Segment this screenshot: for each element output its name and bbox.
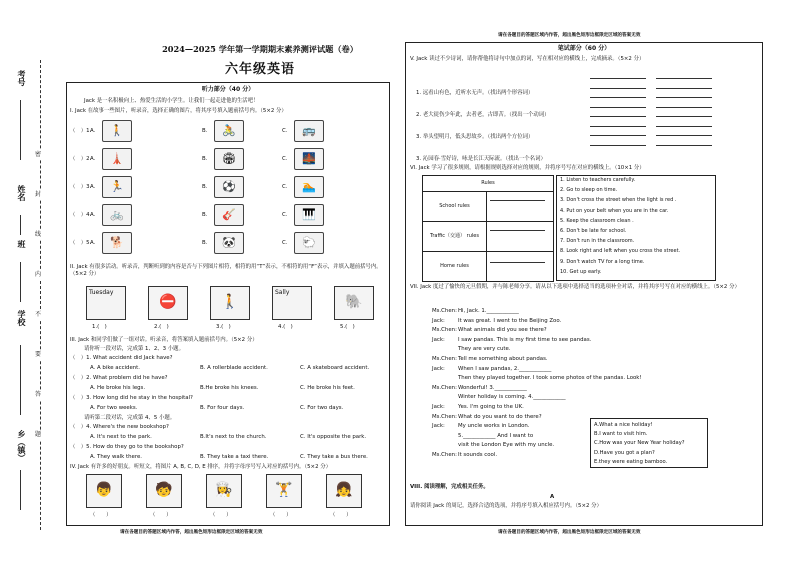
rule-item: 7. Don't run in the classroom. <box>560 238 635 245</box>
q1-option-picture[interactable]: 🐼 <box>214 232 244 254</box>
rules-answer-cell[interactable] <box>487 252 554 282</box>
q3-question: （ ）1. What accident did Jack have? <box>70 355 173 361</box>
q2-picture: Sally <box>272 286 312 320</box>
q1-option-picture[interactable]: 🐑 <box>294 232 324 254</box>
q3-option-c[interactable]: C. For two days. <box>300 405 344 411</box>
answer-line[interactable] <box>590 135 646 136</box>
seal-char: 不 <box>35 311 42 318</box>
q1-option-letter: A. <box>90 212 96 218</box>
answer-line[interactable] <box>656 126 712 127</box>
seal-char: 线 <box>35 231 42 238</box>
dialogue-options <box>590 418 708 468</box>
rules-table <box>422 175 554 282</box>
q1-option-letter: B. <box>202 240 208 246</box>
q8-instruction: VIII. 阅读理解，完成相关任务。 <box>410 484 489 490</box>
rules-row-label: School rules <box>423 192 487 222</box>
answer-line[interactable] <box>656 145 712 146</box>
q1-option-letter: A. <box>90 240 96 246</box>
q2-picture: ⛔ <box>148 286 188 320</box>
q3-option-b[interactable]: B.It's next to the church. <box>200 434 267 440</box>
q1-question-number: （ ）5. <box>70 240 92 246</box>
dialogue-speaker: Jack: <box>432 336 445 343</box>
q4-picture: 🧒 <box>146 474 182 508</box>
seal-char: 答 <box>35 391 42 398</box>
q1-option-picture[interactable]: 🏃 <box>102 176 132 198</box>
answer-line[interactable] <box>590 88 646 89</box>
dialogue-speaker: Jack: <box>432 365 445 372</box>
seal-dashed-line <box>40 60 41 530</box>
q2-picture: 🐘 <box>334 286 374 320</box>
answer-line[interactable] <box>490 262 545 263</box>
rule-item: 3. Don't cross the street when the light is red . <box>560 197 677 204</box>
margin-line <box>20 215 21 235</box>
margin-line <box>20 262 21 302</box>
q1-option-letter: B. <box>202 128 208 134</box>
q5-item: 2. 老大徒伤少年此，去者老，古即苦。（找出一个动词） <box>416 112 550 118</box>
rule-item: 8. Look right and left when you cross the street. <box>560 248 681 255</box>
seal-char: 内 <box>35 271 42 278</box>
dialogue-line: When I saw pandas, 2.____________ <box>458 365 552 372</box>
q2-answer-bracket[interactable]: 1.( ) <box>92 324 107 330</box>
q2-answer-bracket[interactable]: 2.( ) <box>154 324 169 330</box>
dialogue-line: Tell me something about pandas. <box>458 356 548 362</box>
dialogue-line: Hi, Jack. 1.____________ <box>458 308 519 314</box>
q1-question-number: （ ）1. <box>70 128 92 134</box>
q3-option-b[interactable]: B. A rollerblade accident. <box>200 365 268 371</box>
answer-line[interactable] <box>590 116 646 117</box>
q4-instruction: IV. Jack 有许多的好朋友。听短文，将图片 A, B, C, D, E 排序，并将字母序号写入对应的括号内。（5×2 分） <box>70 464 331 470</box>
q4-answer-bracket[interactable]: （ ） <box>270 512 292 518</box>
dialogue-line: I saw pandas. This is my first time to see pandas. <box>458 336 592 343</box>
rules-row-label: Traffic（交通） rules <box>423 222 487 252</box>
q3-question: （ ）2. What problem did he have? <box>70 375 168 381</box>
q1-option-letter: A. <box>90 156 96 162</box>
dialogue-option: B.I want to visit him. <box>594 431 648 438</box>
q4-answer-bracket[interactable]: （ ） <box>330 512 352 518</box>
dialogue-line: Yes. I'm going to the UK. <box>458 404 524 410</box>
q1-option-picture[interactable]: 🏟 <box>214 148 244 170</box>
q1-instruction: I. Jack 在故事一些图片，听录音，选择正确的图片，将其序号填入题前括号内。（5×2 分） <box>70 108 287 114</box>
q1-option-picture[interactable]: 🏊 <box>294 176 324 198</box>
q3-option-a[interactable]: A. A bike accident. <box>90 365 141 371</box>
q5-item: 3. 沁园春·雪好诗，咏是长江天际流。（找出一个名词） <box>416 156 546 162</box>
q1-question-number: （ ）3. <box>70 184 92 190</box>
dialogue-speaker: Ms.Chen: <box>432 384 457 391</box>
rules-answer-cell[interactable] <box>487 222 554 252</box>
q1-option-picture[interactable]: 🚌 <box>294 120 324 142</box>
answer-line[interactable] <box>656 97 712 98</box>
q3-subinstruction-2: 请听第二段对话，完成第 4、5 小题。 <box>84 415 176 421</box>
q3-option-a[interactable]: A. They walk there. <box>90 454 142 460</box>
answer-line[interactable] <box>590 107 646 108</box>
q4-picture: 👩‍🍳 <box>206 474 242 508</box>
q1-option-picture[interactable]: 🗼 <box>102 148 132 170</box>
dialogue-speaker: Ms.Chen: <box>432 413 457 420</box>
q2-picture: Tuesday <box>86 286 126 320</box>
dialogue-line: What do you want to do there? <box>458 413 542 420</box>
exam-title: 2024—2025 学年第一学期期末素养测评试题（卷） <box>162 44 358 54</box>
q4-picture: 👧 <box>326 474 362 508</box>
q1-option-letter: B. <box>202 156 208 162</box>
rules-header: Rules <box>423 176 554 192</box>
seal-char: 密 <box>35 151 42 158</box>
q4-answer-bracket[interactable]: （ ） <box>90 512 112 518</box>
margin-label-class: 班 <box>17 240 26 248</box>
q1-question-number: （ ）4. <box>70 212 92 218</box>
dialogue-option: D.Have you got a plan? <box>594 449 655 456</box>
answer-line[interactable] <box>656 107 712 108</box>
q1-option-picture[interactable]: 🚶 <box>102 120 132 142</box>
q4-answer-bracket[interactable]: （ ） <box>210 512 232 518</box>
answer-line[interactable] <box>656 116 712 117</box>
dialogue-option: C.How was your New Year holiday? <box>594 440 685 447</box>
dialogue-line: Then they played together. I took some photos of the pandas. Look! <box>458 375 642 382</box>
q5-instruction: V. Jack 读过不少诗词，请你帮他将诗句中加点的词，写在相对应的横线上，完成摘录。（5×2 分） <box>410 56 645 62</box>
q1-option-picture[interactable]: 🎸 <box>214 204 244 226</box>
footer-left-notice: 请在各题目的答题区域内作答，超出黑色矩形边框限定区域的答案无效 <box>120 530 263 535</box>
dialogue-speaker: Ms.Chen: <box>432 327 457 334</box>
dialogue-speaker: Jack: <box>432 423 445 430</box>
listening-intro: Jack 是一名积极向上、热爱生活的小学生。让我们一起走进他的生活吧！ <box>84 98 259 104</box>
rule-item: 6. Don't be late for school. <box>560 228 627 234</box>
listening-heading: 听力部分（40 分） <box>201 86 255 93</box>
q3-option-b[interactable]: B.He broke his knees. <box>200 385 259 391</box>
answer-line[interactable] <box>656 78 712 79</box>
rule-item: 5. Keep the classroom clean . <box>560 217 634 224</box>
q3-question: （ ）4. Where's the new bookshop? <box>70 424 169 430</box>
q3-option-a[interactable]: A. For two weeks. <box>90 405 138 411</box>
header-right-notice: 请在各题目的答题区域内作答，超出黑色矩形边框限定区域的答案无效 <box>498 33 641 38</box>
rule-item: 1. Listen to teachers carefully. <box>560 177 636 183</box>
answer-line[interactable] <box>590 145 646 146</box>
q2-answer-bracket[interactable]: 3.( ) <box>216 324 231 330</box>
footer-right-notice: 请在各题目的答题区域内作答，超出黑色矩形边框限定区域的答案无效 <box>498 530 641 535</box>
answer-line[interactable] <box>490 230 545 231</box>
rule-item: 9. Don't watch TV for a long time. <box>560 258 645 265</box>
q3-option-a[interactable]: A. It's next to the park. <box>90 434 152 440</box>
q6-instruction: VI. Jack 学习了很多规则，请根据规则选择对应的规则，并将序号写在对应的横线上。（10×1 分） <box>410 165 645 171</box>
rule-item: 10. Get up early. <box>560 268 602 275</box>
dialogue-line: visit the London Eye with my uncle. <box>458 442 555 449</box>
q4-answer-bracket[interactable]: （ ） <box>150 512 172 518</box>
answer-line[interactable] <box>490 200 545 201</box>
q1-option-letter: B. <box>202 212 208 218</box>
margin-line <box>20 100 21 160</box>
q7-instruction: VII. Jack 度过了愉快的元旦假期，并与陈老师分享。请从以下选项中选择适当的选项补全对话，并将其序号写在对应的横线上。（5×2 分） <box>410 284 740 290</box>
q1-option-picture[interactable]: 🌉 <box>294 148 324 170</box>
q1-option-letter: B. <box>202 184 208 190</box>
margin-line <box>20 470 21 510</box>
q1-option-letter: A. <box>90 184 96 190</box>
dialogue-speaker: Ms.Chen: <box>432 308 457 314</box>
dialogue-speaker: Jack: <box>432 317 445 324</box>
q1-option-letter: A. <box>90 128 96 134</box>
answer-line[interactable] <box>656 88 712 89</box>
q5-item: 1. 远看山有色，近听水无声。（找出两个形容词） <box>416 90 534 96</box>
seal-char: 题 <box>35 431 42 438</box>
dialogue-line: Winter holiday is coming. 4.____________ <box>458 394 566 401</box>
q3-subinstruction: 请你听一段对话，完成第 1、2、3 小题。 <box>84 346 184 352</box>
q1-option-letter: C. <box>282 128 288 134</box>
q4-picture: 🏋 <box>266 474 302 508</box>
q2-picture: 🚶 <box>210 286 250 320</box>
margin-line <box>20 345 21 415</box>
q5-item: 3. 举头望明月，低头思故乡。（找出两个方位词） <box>416 134 534 140</box>
q1-option-letter: C. <box>282 240 288 246</box>
q1-option-letter: C. <box>282 184 288 190</box>
margin-label-town: 乡（镇） <box>17 430 26 462</box>
q2-answer-bracket[interactable]: 5.( ) <box>340 324 355 330</box>
writing-heading: 笔试部分（60 分） <box>557 45 611 52</box>
q3-option-c[interactable]: C. A skateboard accident. <box>300 365 370 371</box>
q4-picture: 👦 <box>86 474 122 508</box>
dialogue-line: It sounds cool. <box>458 452 498 458</box>
margin-label-school: 学校 <box>17 310 26 326</box>
q3-option-c[interactable]: C. It's opposite the park. <box>300 434 367 440</box>
dialogue-line: What animals did you see there? <box>458 327 547 334</box>
q2-instruction: II. Jack 有很多活动。听录音，判断听到的内容是否与下列图片相符，相符的用“T”表示，不相符的用“F”表示，并填入题前括号内。（5×2 分） <box>70 264 382 277</box>
dialogue-line: 5.____________ And I want to <box>458 432 534 439</box>
margin-label-exam-no: 考号 <box>17 70 26 86</box>
rule-item: 2. Go to sleep on time. <box>560 187 618 194</box>
q1-option-picture[interactable]: 🐕 <box>102 232 132 254</box>
rules-row-label: Home rules <box>423 252 487 282</box>
answer-line[interactable] <box>656 135 712 136</box>
binding-margin <box>0 0 62 561</box>
margin-label-name: 姓名 <box>17 185 26 201</box>
q1-option-letter: C. <box>282 212 288 218</box>
dialogue-option: A.What a nice holiday! <box>594 422 653 428</box>
dialogue-speaker: Jack: <box>432 404 445 410</box>
q3-option-b[interactable]: B. They take a taxi there. <box>200 454 269 460</box>
dialogue-line: Wonderful! 3.____________ <box>458 384 527 391</box>
seal-char: 要 <box>35 351 42 358</box>
q1-question-number: （ ）2. <box>70 156 92 162</box>
q3-question: （ ）5. How do they go to the bookshop? <box>70 444 184 450</box>
dialogue-line: It was great. I went to the Beijing Zoo. <box>458 317 562 324</box>
dialogue-speaker: Ms.Chen: <box>432 356 457 362</box>
q2-answer-bracket[interactable]: 4.( ) <box>278 324 293 330</box>
q1-option-letter: C. <box>282 156 288 162</box>
q8-letter: A <box>550 494 555 500</box>
dialogue-option: E.they were eating bamboo. <box>594 458 668 465</box>
dialogue-speaker: Ms.Chen: <box>432 452 457 458</box>
q3-option-a[interactable]: A. He broke his legs. <box>90 385 146 391</box>
q3-option-b[interactable]: B. For four days. <box>200 405 245 411</box>
dialogue-line: My uncle works in London. <box>458 423 530 430</box>
q8-subinstruction: 请你阅读 Jack 的周记，选择合适的选项，并将序号填入相应括号内。（5×2 分） <box>410 503 602 509</box>
answer-line[interactable] <box>590 97 646 98</box>
q1-option-picture[interactable]: 🎹 <box>294 204 324 226</box>
q3-question: （ ）3. How long did he stay in the hospital? <box>70 395 193 401</box>
answer-line[interactable] <box>590 126 646 127</box>
q1-option-picture[interactable]: 🚲 <box>102 204 132 226</box>
rule-item: 4. Put on your belt when you are in the car. <box>560 207 669 214</box>
q1-option-picture[interactable]: 🚴 <box>214 120 244 142</box>
q3-instruction: III. Jack 和同学们做了一组对话。听录音，将答案填入题前括号内。（5×2 分） <box>70 337 258 343</box>
q3-option-c[interactable]: C. They take a bus there. <box>300 454 368 460</box>
seal-char: 封 <box>35 191 42 198</box>
exam-subtitle: 六年级英语 <box>224 62 295 77</box>
answer-line[interactable] <box>590 78 646 79</box>
q3-option-c[interactable]: C. He broke his feet. <box>300 385 355 391</box>
dialogue-line: They are very cute. <box>458 346 511 353</box>
q1-option-picture[interactable]: ⚽ <box>214 176 244 198</box>
rules-answer-cell[interactable] <box>487 192 554 222</box>
